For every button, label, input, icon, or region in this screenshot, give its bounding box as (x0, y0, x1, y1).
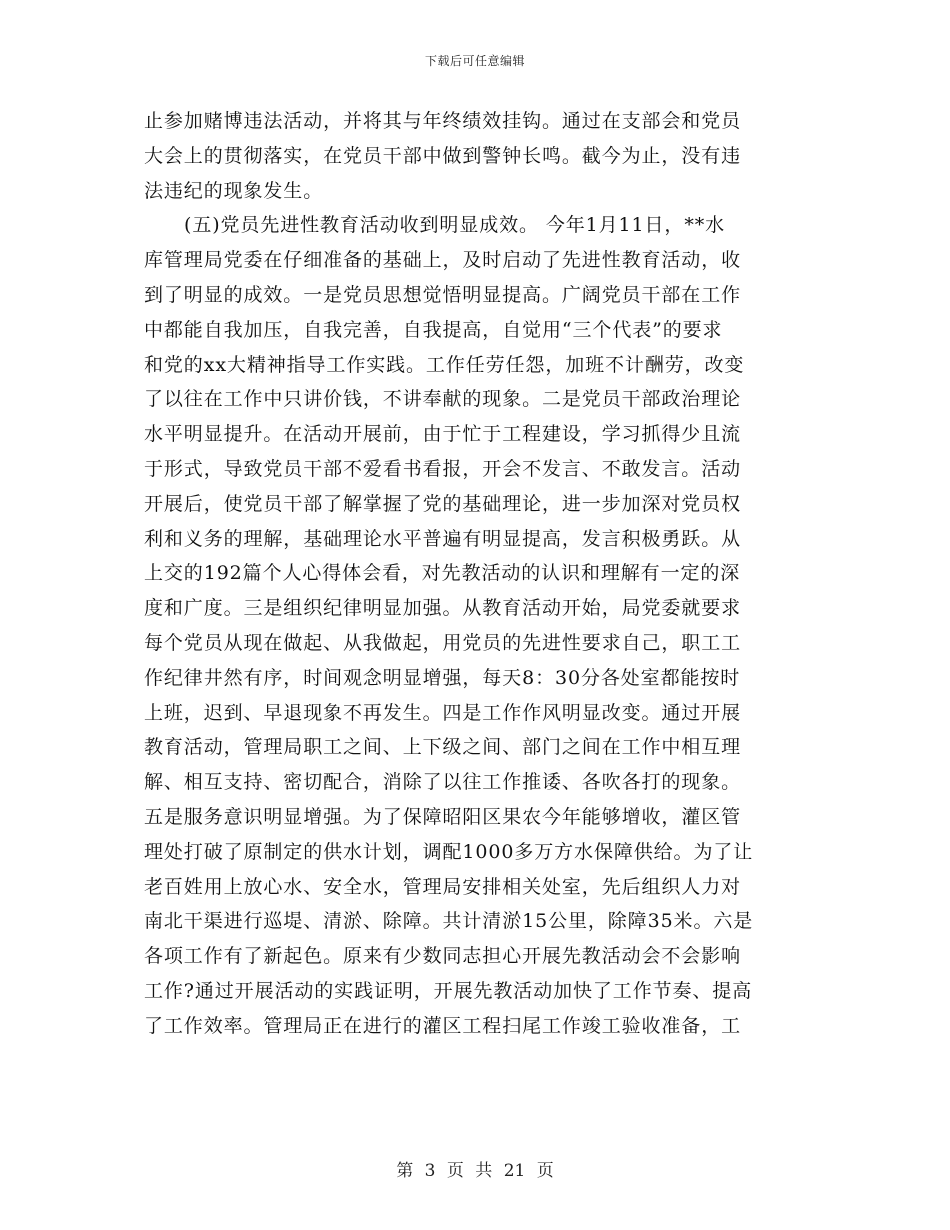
text-line: 解、相互支持、密切配合，消除了以往工作推诿、各吹各打的现象。 (144, 771, 742, 794)
text-line: 到了明显的成效。一是党员思想觉悟明显提高。广阔党员干部在工作 (144, 283, 742, 306)
text-line: 理处打破了原制定的供水计划，调配1000多万方水保障供给。为了让 (144, 840, 754, 863)
text-line: 了工作效率。管理局正在进行的灌区工程扫尾工作竣工验收准备，工 (144, 1014, 742, 1037)
section-heading-line: (五)党员先进性教育活动收到明显成效。 今年1月11日，**水 (184, 214, 726, 237)
page-header-note: 下载后可任意编辑 (424, 54, 525, 68)
text-line: 水平明显提升。在活动开展前，由于忙于工程建设，学习抓得少且流 (144, 423, 742, 446)
text-line: 上班，迟到、早退现象不再发生。四是工作作风明显改变。通过开展 (144, 701, 742, 724)
text-line: 利和义务的理解，基础理论水平普遍有明显提高，发言积极勇跃。从 (144, 527, 742, 550)
page-number-footer: 第 3 页 共 21 页 (396, 1161, 554, 1181)
text-line: 了以往在工作中只讲价钱，不讲奉献的现象。二是党员干部政治理论 (144, 388, 742, 411)
text-line: 老百姓用上放心水、安全水，管理局安排相关处室，先后组织人力对 (144, 875, 742, 898)
text-line: 工作?通过开展活动的实践证明，开展先教活动加快了工作节奏、提高 (144, 979, 753, 1002)
text-line: 南北干渠进行巡堤、清淤、除障。共计清淤15公里，除障35米。六是 (144, 910, 754, 933)
text-line: 法违纪的现象发生。 (144, 179, 324, 202)
text-line: 止参加赌博违法活动，并将其与年终绩效挂钩。通过在支部会和党员 (144, 110, 742, 132)
text-line: 作纪律井然有序，时间观念明显增强，每天8：30分各处室都能按时 (144, 666, 741, 689)
text-line: 开展后，使党员干部了解掌握了党的基础理论，进一步加深对党员权 (144, 492, 742, 515)
text-line: 度和广度。三是组织纪律明显加强。从教育活动开始，局党委就要求 (144, 597, 742, 620)
text-line: 教育活动，管理局职工之间、上下级之间、部门之间在工作中相互理 (144, 736, 742, 759)
document-body (144, 104, 810, 1044)
text-line: 五是服务意识明显增强。为了保障昭阳区果农今年能够增收，灌区管 (144, 805, 742, 828)
text-line: 中都能自我加压，自我完善，自我提高，自觉用“三个代表”的要求 (144, 318, 723, 341)
text-line: 上交的192篇个人心得体会看，对先教活动的认识和理解有一定的深 (144, 562, 741, 585)
text-line: 库管理局党委在仔细准备的基础上，及时启动了先进性教育活动，收 (144, 249, 742, 272)
text-line: 于形式，导致党员干部不爱看书看报，开会不发言、不敢发言。活动 (144, 457, 742, 480)
text-line: 各项工作有了新起色。原来有少数同志担心开展先教活动会不会影响 (144, 945, 742, 968)
text-line: 每个党员从现在做起、从我做起，用党员的先进性要求自己，职工工 (144, 631, 742, 654)
text-line: 大会上的贯彻落实，在党员干部中做到警钟长鸣。截今为止，没有违 (144, 144, 742, 167)
text-line: 和党的xx大精神指导工作实践。工作任劳任怨，加班不计酬劳，改变 (144, 353, 745, 376)
